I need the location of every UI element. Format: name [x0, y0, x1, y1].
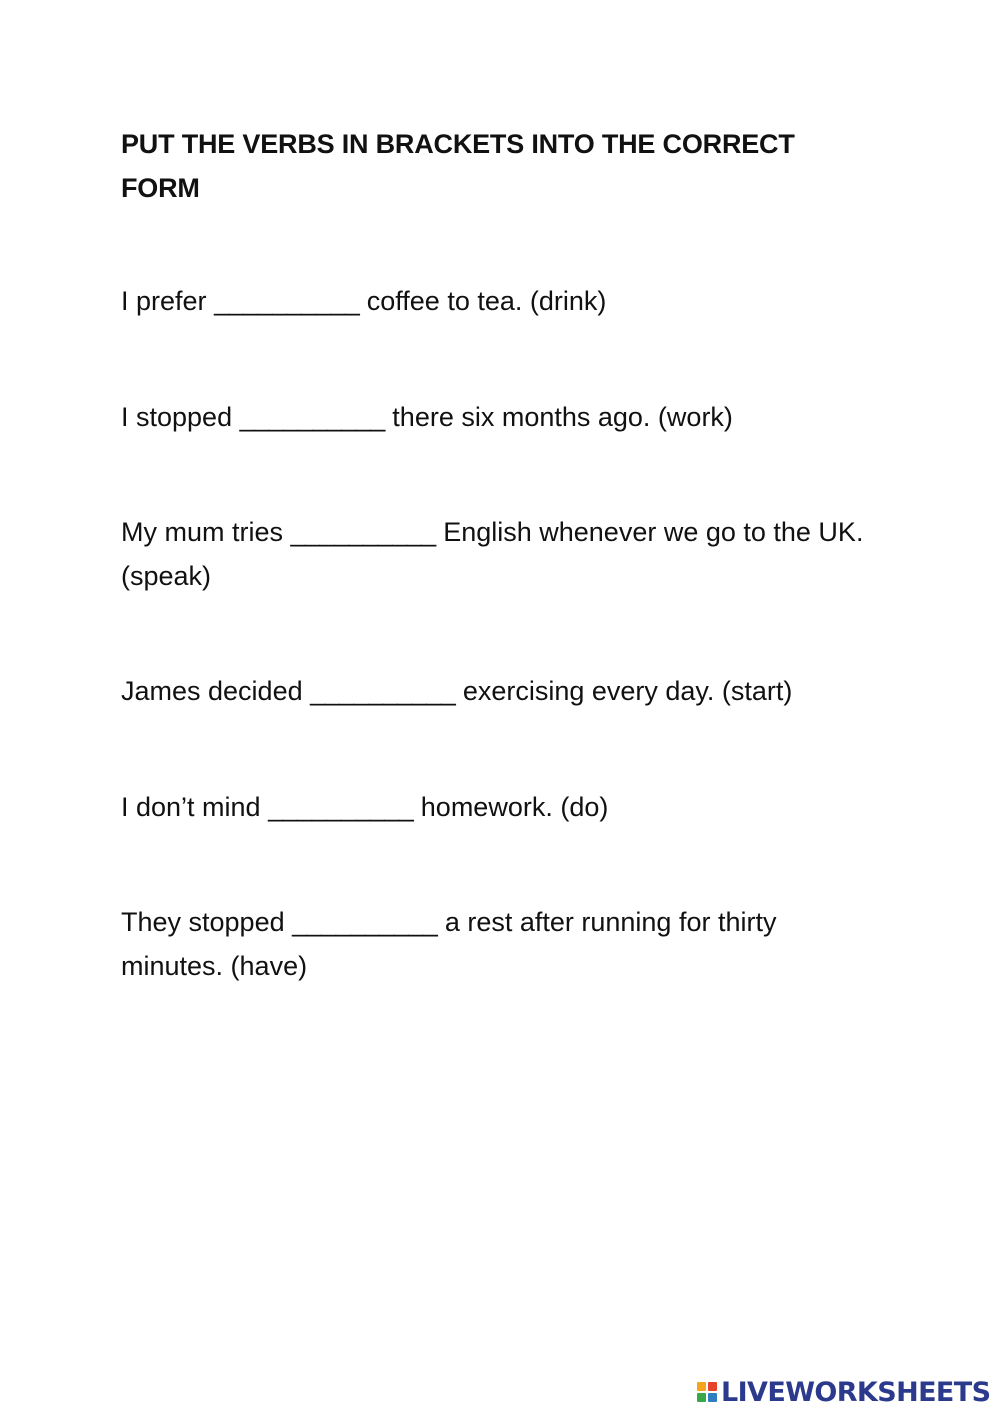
- exercise-item-4: [121, 669, 901, 713]
- worksheet-heading: PUT THE VERBS IN BRACKETS INTO THE CORRECT FORM: [121, 129, 795, 203]
- logo-square: [697, 1382, 706, 1391]
- logo-square: [708, 1382, 717, 1391]
- item-text-after: coffee to tea. (drink): [366, 286, 607, 316]
- exercise-item-5: [121, 785, 901, 829]
- answer-blank[interactable]: __________: [268, 792, 414, 822]
- item-text-before: I stopped: [121, 402, 233, 432]
- item-text-after: English whenever we go to the UK. (speak): [121, 517, 864, 591]
- liveworksheets-logo-icon: [697, 1382, 717, 1402]
- answer-blank[interactable]: __________: [214, 286, 360, 316]
- logo-wordmark: LIVEWORKSHEETS: [721, 1376, 991, 1408]
- exercise-item-2: [121, 395, 901, 439]
- item-text-after: homework. (do): [420, 792, 609, 822]
- logo-square: [697, 1393, 706, 1402]
- item-text-before: James decided: [121, 676, 303, 706]
- answer-blank[interactable]: __________: [290, 517, 436, 547]
- item-text-after: there six months ago. (work): [392, 402, 733, 432]
- item-text-before: I don’t mind: [121, 792, 261, 822]
- liveworksheets-logo[interactable]: [697, 1374, 990, 1410]
- item-text-before: My mum tries: [121, 517, 283, 547]
- answer-blank[interactable]: __________: [239, 402, 385, 432]
- exercise-item-1: [121, 279, 901, 323]
- item-text-before: They stopped: [121, 907, 285, 937]
- item-text-before: I prefer: [121, 286, 207, 316]
- answer-blank[interactable]: __________: [292, 907, 438, 937]
- item-text-after: exercising every day. (start): [462, 676, 793, 706]
- exercise-item-3: [121, 510, 881, 598]
- answer-blank[interactable]: __________: [310, 676, 456, 706]
- logo-square: [708, 1393, 717, 1402]
- exercise-item-6: [121, 900, 841, 988]
- item-text-after: a rest after running for thirty minutes. (have): [121, 907, 777, 981]
